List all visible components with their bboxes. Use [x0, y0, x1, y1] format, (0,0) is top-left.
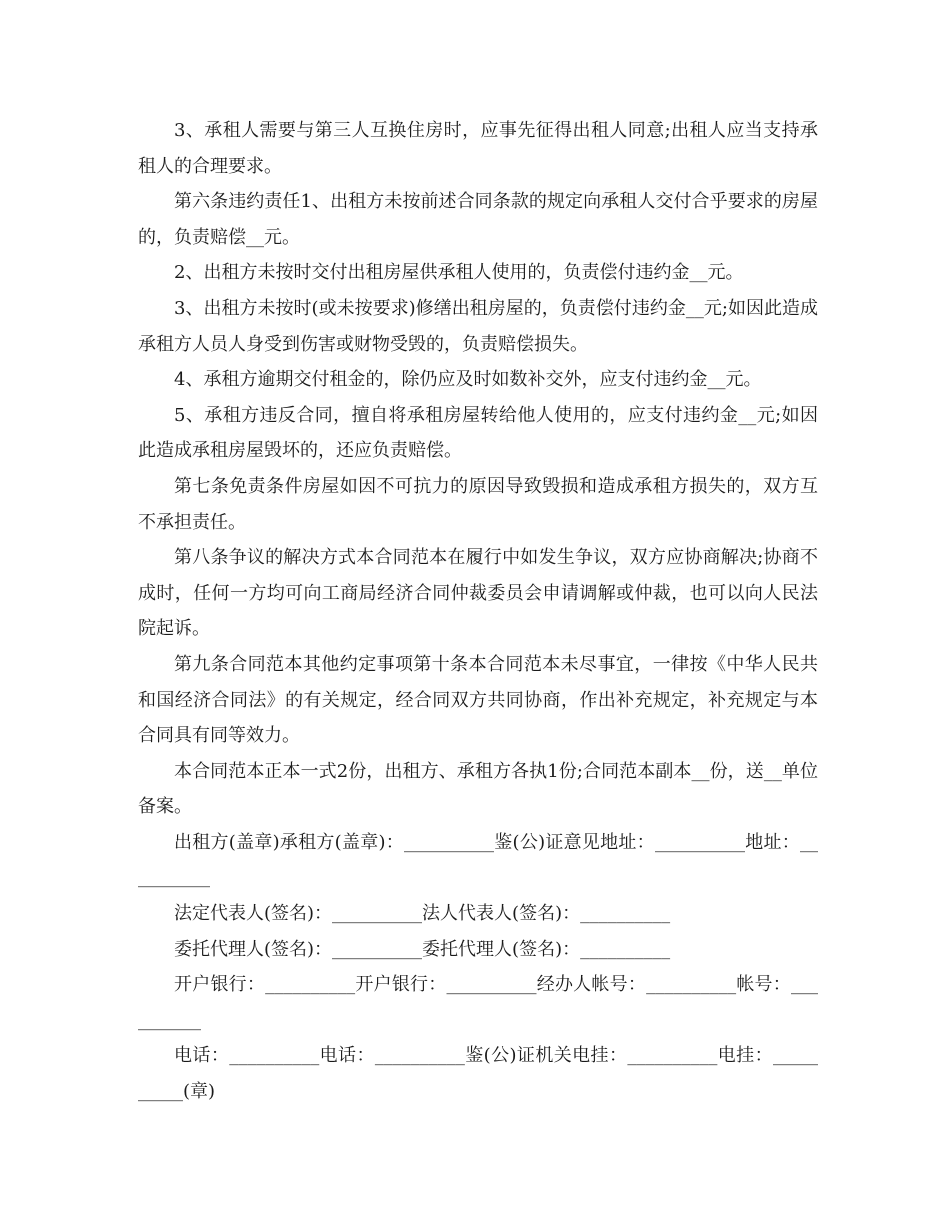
- signature-legal-rep-line: 法定代表人(签名)：__________法人代表人(签名)：__________: [174, 903, 671, 925]
- document-body: [138, 113, 818, 1110]
- signature-bank-line: 开户银行：__________开户银行：__________经办人帐号：__________帐号：__________: [138, 974, 818, 1031]
- clause-5-item-3: 3、承租人需要与第三人互换住房时，应事先征得出租人同意;出租人应当支持承租人的合理要求。: [138, 120, 818, 177]
- article-7-exemption: 第七条免责条件房屋如因不可抗力的原因导致毁损和造成承租方损失的，双方互不承担责任。: [138, 475, 818, 533]
- signature-seal-line: 出租方(盖章)承租方(盖章)：__________鉴(公)证意见地址：__________地址：__________: [138, 831, 818, 889]
- article-8-dispute: 第八条争议的解决方式本合同范本在履行中如发生争议，双方应协商解决;协商不成时，任何一方均可向工商局经济合同仲裁委员会申请调解或仲裁，也可以向人民法院起诉。: [138, 547, 818, 640]
- copies-clause: 本合同范本正本一式2份，出租方、承租方各执1份;合同范本副本__份，送__单位备案。: [138, 760, 818, 818]
- signature-agent-line: 委托代理人(签名)：__________委托代理人(签名)：__________: [174, 938, 671, 960]
- article-6-item-4: 4、承租方逾期交付租金的，除仍应及时如数补交外，应支付违约金__元。: [174, 369, 762, 391]
- article-6-item-2: 2、出租方未按时交付出租房屋供承租人使用的，负责偿付违约金__元。: [174, 262, 744, 284]
- signature-phone-line: 电话：__________电话：__________鉴(公)证机关电挂：__________电挂：__________(章): [138, 1045, 818, 1103]
- article-6-item-5: 5、承租方违反合同，擅自将承租房屋转给他人使用的，应支付违约金__元;如因此造成承租房屋毁坏的，还应负责赔偿。: [138, 404, 818, 462]
- article-9-other-matters: 第九条合同范本其他约定事项第十条本合同范本未尽事宜，一律按《中华人民共和国经济合同法》的有关规定，经合同双方共同协商，作出补充规定，补充规定与本合同具有同等效力。: [138, 653, 818, 747]
- article-6-item-3: 3、出租方未按时(或未按要求)修缮出租房屋的，负责偿付违约金__元;如因此造成承租方人员人身受到伤害或财物受毁的，负责赔偿损失。: [138, 297, 818, 355]
- article-6-liability: 第六条违约责任1、出租方未按前述合同条款的规定向承租人交付合乎要求的房屋的，负责赔偿__元。: [138, 191, 818, 248]
